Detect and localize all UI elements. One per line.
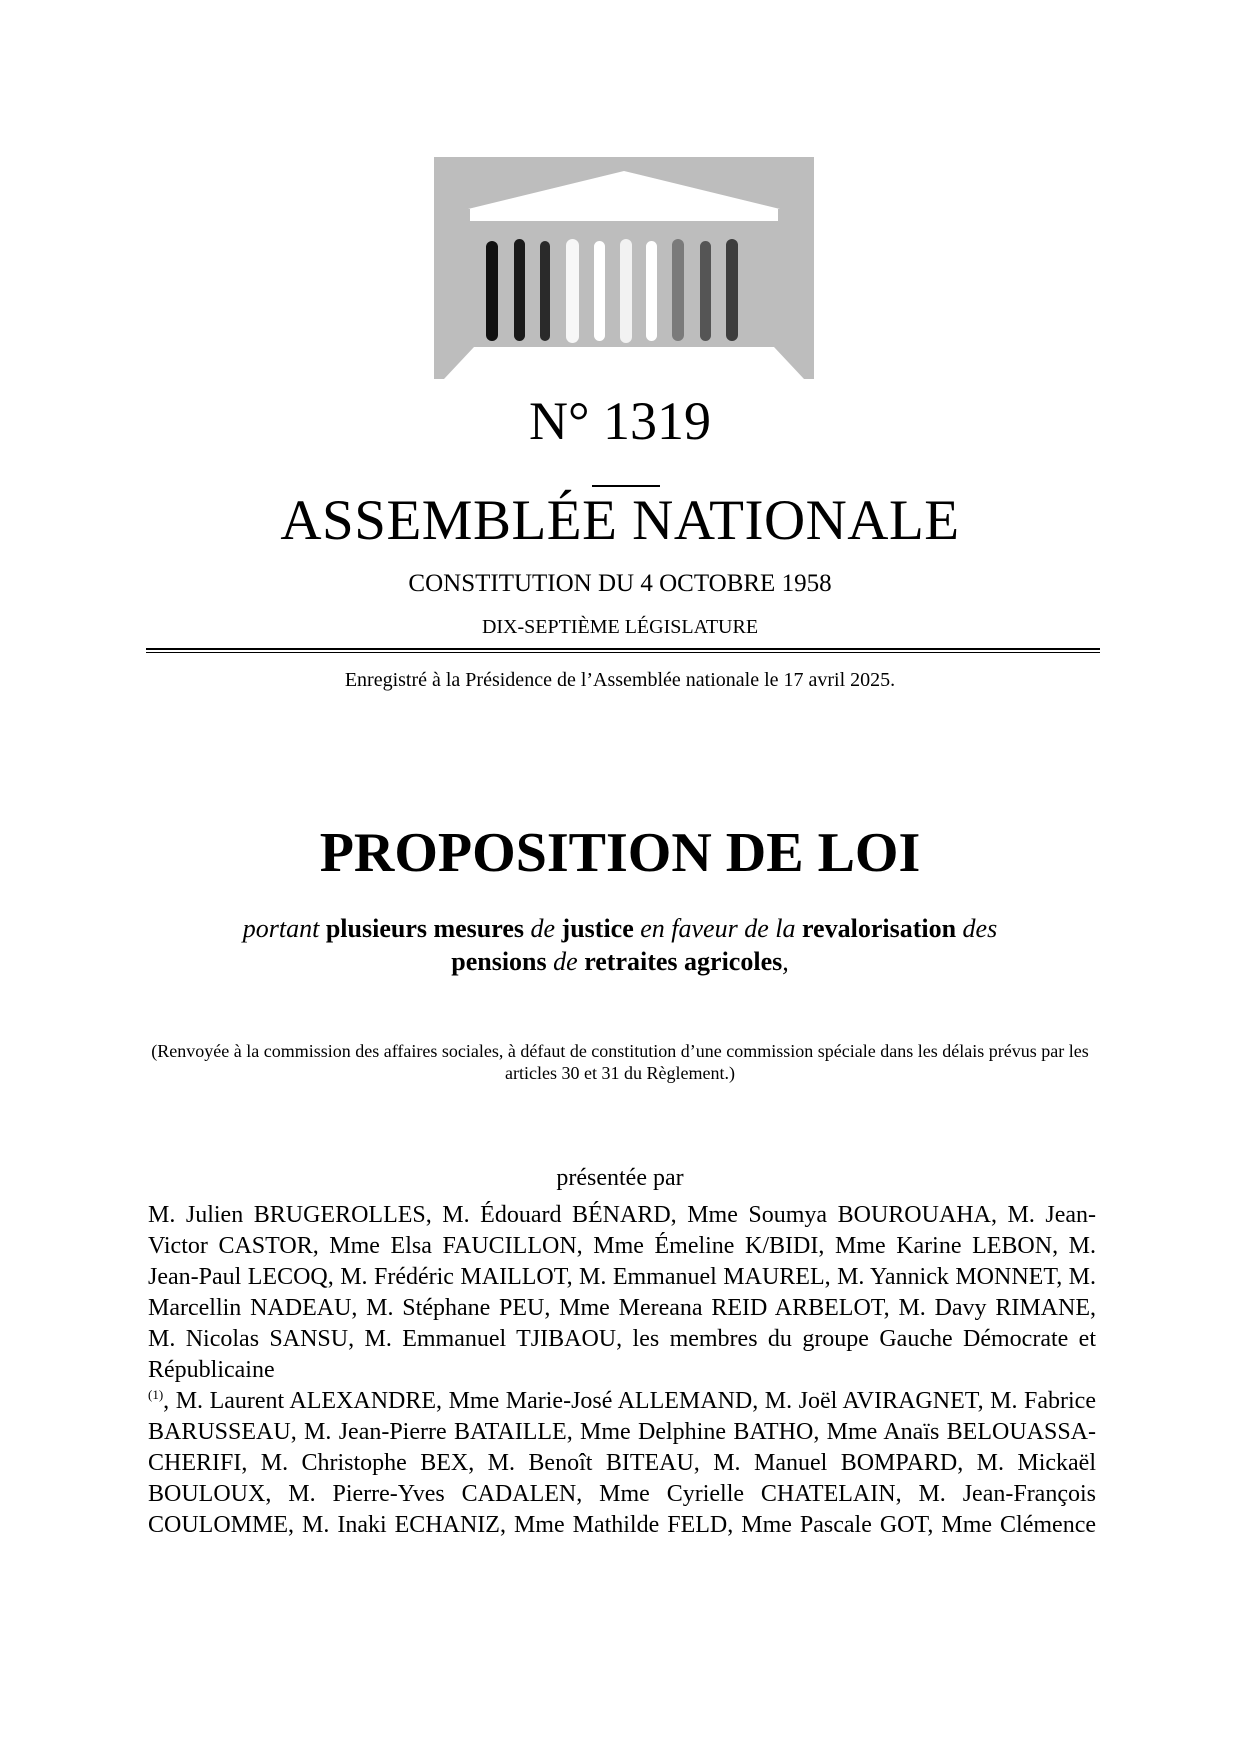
subtitle-segment: de [553, 947, 585, 976]
subtitle-segment: plusieurs mesures [325, 914, 531, 943]
authors-list [148, 1200, 1096, 1541]
subtitle-segment: en faveur de la [640, 914, 802, 943]
subtitle-segment: portant [242, 914, 326, 943]
authors-text-part1: M. Julien BRUGEROLLES, M. Édouard BÉNARD, Mme Soumya BOUROUAHA, M. Jean-Victor CASTOR, Mme Elsa FAUCILLON, Mme Émeline K/BIDI, Mme Karine LEBON, M. Jean-Paul LECOQ, M. Frédéric MAILLOT, M. Emmanuel MAUREL, M. Yannick MONNET, M. Marcellin NADEAU, M. Stéphane PEU, Mme Mereana REID ARBELOT, M. Davy RIMANE, M. Nicolas SANSU, M. Emmanuel TJIBAOU, les membres du groupe Gauche Démocrate et Républicaine [148, 1202, 1096, 1383]
committee-referral-note: (Renvoyée à la commission des affaires sociales, à défaut de constitution d’une commission spéciale dans les délais prévus par les articles 30 et 31 du Règlement.) [151, 1041, 1089, 1083]
subtitle-segment: revalorisation [801, 914, 963, 943]
subtitle-segment: retraites agricoles [584, 947, 783, 976]
registration-line: Enregistré à la Présidence de l’Assemblée nationale le 17 avril 2025. [344, 669, 896, 691]
presented-by-label: présentée par [556, 1165, 684, 1191]
bill-subtitle [150, 912, 1090, 978]
subtitle-segment: de [530, 914, 562, 943]
document-type-title: PROPOSITION DE LOI [319, 822, 921, 884]
subtitle-segment: pensions [451, 947, 554, 976]
assembly-name: ASSEMBLÉE NATIONALE [280, 489, 960, 552]
constitution-line: CONSTITUTION DU 4 OCTOBRE 1958 [408, 570, 832, 597]
subtitle-segment: , [782, 947, 789, 976]
subtitle-segment: justice [561, 914, 641, 943]
divider-rule-thick [146, 648, 1100, 650]
number-underline [592, 485, 660, 487]
footnote-reference[interactable]: (1) [148, 1387, 164, 1402]
assemblee-nationale-logo [434, 157, 814, 379]
subtitle-segment: des [962, 914, 998, 943]
divider-rule-thin [146, 652, 1100, 653]
authors-text-part2: , M. Laurent ALEXANDRE, Mme Marie-José ALLEMAND, M. Joël AVIRAGNET, M. Fabrice BARUSSEAU, M. Jean-Pierre BATAILLE, Mme Delphine BATHO, Mme Anaïs BELOUASSA-CHERIFI, M. Christophe BEX, M. Benoît BITEAU, M. Manuel BOMPARD, M. Mickaël BOULOUX, M. Pierre-Yves CADALEN, Mme Cyrielle CHATELAIN, M. Jean-François COULOMME, M. Inaki ECHANIZ, Mme Mathilde FELD, Mme Pascale GOT, Mme Clémence [148, 1388, 1096, 1538]
document-number: N° 1319 [528, 391, 712, 451]
legislature-line: DIX-SEPTIÈME LÉGISLATURE [481, 616, 759, 638]
